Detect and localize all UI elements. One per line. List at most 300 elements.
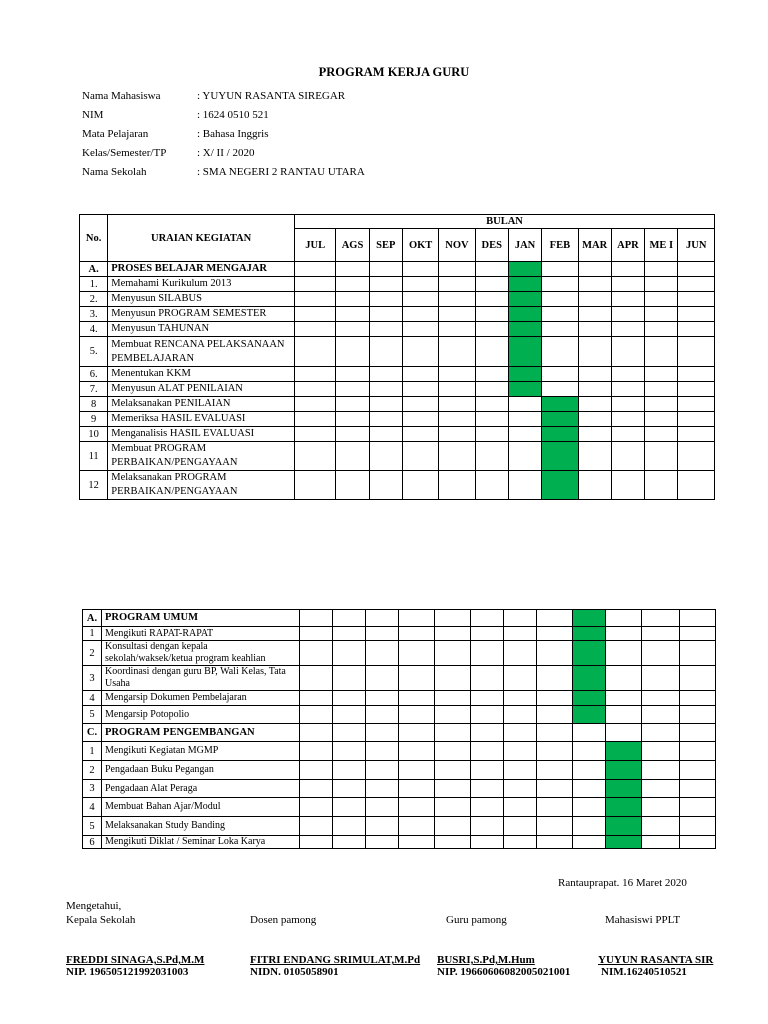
schedule-cell [294,367,335,382]
mengetahui-label: Mengetahui, [66,900,122,912]
table-row [83,627,716,641]
schedule-cell [300,761,333,780]
schedule-cell [439,471,475,500]
schedule-cell [435,724,471,742]
schedule-cell [402,277,438,292]
schedule-cell [537,641,573,666]
schedule-cell [366,641,399,666]
schedule-cell [678,412,715,427]
info-row [82,166,365,185]
schedule-cell [475,412,508,427]
schedule-cell [399,817,435,836]
schedule-cell-active [542,397,578,412]
table-row [83,817,716,836]
schedule-cell-active [606,742,642,761]
schedule-cell [475,382,508,397]
schedule-cell [369,471,402,500]
row-number: 2. [80,292,108,307]
schedule-cell-active [508,382,541,397]
schedule-cell-active [573,666,606,691]
table-row [83,798,716,817]
schedule-cell [294,397,335,412]
schedule-cell [537,761,573,780]
schedule-cell [435,742,471,761]
schedule-cell [366,817,399,836]
schedule-cell [642,817,680,836]
schedule-cell [678,292,715,307]
schedule-cell [642,641,680,666]
schedule-cell [504,641,537,666]
schedule-cell-active [542,442,578,471]
schedule-cell [537,742,573,761]
schedule-cell [680,691,716,706]
schedule-cell [642,706,680,724]
schedule-cell [606,627,642,641]
schedule-cell-active [508,292,541,307]
schedule-cell [606,706,642,724]
schedule-cell [611,412,644,427]
info-key: Nama Sekolah [82,166,147,178]
schedule-cell [611,292,644,307]
activity-label: Koordinasi dengan guru BP, Wali Kelas, Tata Usaha [102,666,300,691]
schedule-cell [294,292,335,307]
schedule-cell [504,666,537,691]
activity-label: Menentukan KKM [108,367,295,382]
schedule-cell [642,691,680,706]
row-number: 6. [80,367,108,382]
signature-id: NIDN. 0105058901 [250,966,339,978]
schedule-cell [369,262,402,277]
page-title: PROGRAM KERJA GURU [318,65,470,79]
activity-label: Pengadaan Alat Peraga [102,780,300,798]
schedule-cell [542,262,578,277]
schedule-cell [537,627,573,641]
schedule-cell [439,412,475,427]
schedule-cell [300,798,333,817]
schedule-cell [336,322,369,337]
info-value: : X/ II / 2020 [197,147,255,159]
schedule-cell [504,817,537,836]
schedule-cell-active [508,367,541,382]
schedule-cell [399,691,435,706]
schedule-cell [333,742,366,761]
schedule-cell [336,367,369,382]
schedule-cell [504,691,537,706]
schedule-cell [399,706,435,724]
schedule-cell [333,641,366,666]
activity-label: Mengikuti RAPAT-RAPAT [102,627,300,641]
schedule-cell [475,322,508,337]
row-number: 12 [80,471,108,500]
activity-label: Melaksanakan PENILAIAN [108,397,295,412]
activity-label: Membuat Bahan Ajar/Modul [102,798,300,817]
signature-role: Kepala Sekolah [66,914,136,926]
schedule-cell [471,742,504,761]
schedule-cell [611,262,644,277]
schedule-cell [508,412,541,427]
schedule-cell [573,780,606,798]
schedule-cell [336,307,369,322]
schedule-cell [435,706,471,724]
schedule-cell [294,277,335,292]
schedule-cell [573,724,606,742]
section-row [80,262,715,277]
activity-label: Menyusun PROGRAM SEMESTER [108,307,295,322]
schedule-cell-active [606,780,642,798]
activity-label: Membuat PROGRAM PERBAIKAN/PENGAYAAN [108,442,295,471]
row-number: 7. [80,382,108,397]
schedule-cell [300,817,333,836]
schedule-cell [573,742,606,761]
info-value: : YUYUN RASANTA SIREGAR [197,90,346,102]
schedule-cell [642,610,680,627]
schedule-cell [645,337,678,367]
schedule-cell [642,780,680,798]
schedule-cell [333,724,366,742]
schedule-cell [366,706,399,724]
signature-id: NIM.16240510521 [601,966,687,978]
schedule-cell [680,761,716,780]
schedule-cell [399,724,435,742]
schedule-cell [542,322,578,337]
info-key: Mata Pelajaran [82,128,149,140]
schedule-cell [537,836,573,849]
activity-label: Menyusun SILABUS [108,292,295,307]
schedule-cell [402,471,438,500]
schedule-cell [336,397,369,412]
schedule-cell [399,627,435,641]
schedule-cell [333,836,366,849]
schedule-cell [369,382,402,397]
schedule-cell [300,691,333,706]
schedule-cell [678,322,715,337]
schedule-cell [333,666,366,691]
schedule-cell [294,322,335,337]
table-row [80,442,715,471]
schedule-cell [678,307,715,322]
schedule-cell [369,427,402,442]
schedule-cell [573,817,606,836]
schedule-cell [369,277,402,292]
schedule-cell-active [573,691,606,706]
schedule-cell-active [542,427,578,442]
schedule-cell [366,780,399,798]
schedule-cell [475,471,508,500]
schedule-cell [578,442,611,471]
info-row [82,90,365,109]
schedule-cell-active [606,836,642,849]
schedule-cell [645,397,678,412]
schedule-cell [369,307,402,322]
schedule-cell [645,442,678,471]
month-header: APR [611,229,644,262]
info-key: NIM [82,109,104,121]
schedule-cell [402,382,438,397]
table-row [80,322,715,337]
schedule-cell [537,817,573,836]
signature-id: NIP. 196505121992031003 [66,966,189,978]
table-row [83,761,716,780]
schedule-cell [366,761,399,780]
schedule-cell [642,836,680,849]
schedule-cell [537,666,573,691]
schedule-cell [475,292,508,307]
schedule-cell [645,277,678,292]
signature-kepala-sekolah [66,914,204,978]
schedule-cell [504,724,537,742]
schedule-cell-active [508,337,541,367]
schedule-cell [578,262,611,277]
signature-role: Guru pamong [446,914,507,926]
schedule-cell [369,322,402,337]
schedule-cell [402,367,438,382]
schedule-cell [611,277,644,292]
col-uraian-header: URAIAN KEGIATAN [108,215,295,262]
schedule-cell [508,442,541,471]
schedule-cell [578,307,611,322]
row-number: A. [83,610,102,627]
schedule-cell [475,337,508,367]
schedule-cell [611,471,644,500]
schedule-cell [300,610,333,627]
schedule-cell [504,798,537,817]
schedule-cell [606,610,642,627]
row-number: 3 [83,666,102,691]
schedule-cell [678,427,715,442]
schedule-cell [336,427,369,442]
schedule-cell [471,836,504,849]
schedule-cell [366,724,399,742]
schedule-cell [645,382,678,397]
schedule-cell [542,277,578,292]
row-number: 9 [80,412,108,427]
schedule-cell [333,610,366,627]
row-number: 8 [80,397,108,412]
schedule-cell [680,780,716,798]
schedule-cell [578,427,611,442]
schedule-cell [680,610,716,627]
schedule-cell [300,780,333,798]
schedule-cell [366,691,399,706]
section-label: PROSES BELAJAR MENGAJAR [108,262,295,277]
schedule-cell [336,442,369,471]
schedule-cell [678,367,715,382]
schedule-cell [611,337,644,367]
schedule-cell [333,780,366,798]
schedule-cell [402,337,438,367]
signature-mahasiswi [598,914,713,978]
schedule-cell [300,724,333,742]
section-row [83,724,716,742]
schedule-cell [542,307,578,322]
table-row [83,836,716,849]
schedule-cell [369,412,402,427]
schedule-cell [606,691,642,706]
schedule-cell [678,442,715,471]
schedule-cell [645,471,678,500]
table-row [80,412,715,427]
schedule-cell [333,798,366,817]
schedule-cell-active [573,610,606,627]
schedule-cell [471,780,504,798]
schedule-cell [439,322,475,337]
schedule-cell [333,761,366,780]
row-number: 4 [83,798,102,817]
schedule-cell [578,367,611,382]
schedule-cell [471,761,504,780]
table-row [80,471,715,500]
month-header: MAR [578,229,611,262]
schedule-cell [336,471,369,500]
schedule-cell [606,641,642,666]
schedule-cell [508,427,541,442]
table-row [83,691,716,706]
signature-name: FITRI ENDANG SRIMULAT,M.Pd [250,954,421,966]
schedule-cell [399,761,435,780]
schedule-cell [336,337,369,367]
schedule-cell [435,627,471,641]
schedule-cell [611,382,644,397]
schedule-cell [504,627,537,641]
schedule-cell [439,367,475,382]
schedule-cell [642,761,680,780]
schedule-cell [606,666,642,691]
row-number: 4. [80,322,108,337]
activity-label: Menyusun ALAT PENILAIAN [108,382,295,397]
schedule-cell [642,798,680,817]
schedule-cell [578,337,611,367]
schedule-cell [399,610,435,627]
schedule-cell [680,836,716,849]
row-number: A. [80,262,108,277]
schedule-cell-active [508,322,541,337]
schedule-cell [680,627,716,641]
row-number: C. [83,724,102,742]
schedule-cell [606,724,642,742]
row-number: 1 [83,742,102,761]
schedule-cell [402,292,438,307]
row-number: 5. [80,337,108,367]
schedule-cell [294,442,335,471]
schedule-cell [300,627,333,641]
schedule-cell [611,322,644,337]
schedule-cell [294,307,335,322]
schedule-cell [475,427,508,442]
schedule-cell [399,666,435,691]
schedule-cell [471,706,504,724]
table-row [83,641,716,666]
table-row [80,427,715,442]
schedule-cell [504,706,537,724]
row-number: 3 [83,780,102,798]
schedule-cell [680,641,716,666]
activity-label: Pengadaan Buku Pegangan [102,761,300,780]
schedule-cell-active [606,817,642,836]
schedule-cell [435,666,471,691]
schedule-cell-active [573,706,606,724]
schedule-cell [542,382,578,397]
schedule-cell-active [606,761,642,780]
schedule-cell [435,836,471,849]
info-key: Kelas/Semester/TP [82,147,167,159]
schedule-cell [578,277,611,292]
schedule-cell [642,742,680,761]
signature-role: Dosen pamong [250,914,317,926]
schedule-cell [369,292,402,307]
row-number: 10 [80,427,108,442]
schedule-cell [680,724,716,742]
section-label: PROGRAM UMUM [102,610,300,627]
schedule-cell [537,691,573,706]
signature-role: Mahasiswi PPLT [605,914,681,926]
schedule-cell [366,610,399,627]
schedule-cell [645,367,678,382]
schedule-cell [300,666,333,691]
schedule-cell [611,442,644,471]
schedule-cell [537,780,573,798]
schedule-cell [366,836,399,849]
schedule-cell [402,397,438,412]
schedule-cell [678,277,715,292]
schedule-cell [680,706,716,724]
schedule-cell [504,761,537,780]
schedule-cell [435,610,471,627]
info-value: : SMA NEGERI 2 RANTAU UTARA [197,166,365,178]
info-row [82,109,365,128]
row-number: 6 [83,836,102,849]
place-date: Rantauprapat. 16 Maret 2020 [558,877,687,889]
schedule-cell [439,427,475,442]
table-row [80,382,715,397]
schedule-cell [300,742,333,761]
schedule-cell [504,836,537,849]
signature-name: BUSRI,S.Pd,M.Hum [437,954,535,966]
schedule-cell [504,742,537,761]
schedule-cell [399,798,435,817]
schedule-cell [645,262,678,277]
info-value: : Bahasa Inggris [197,128,269,140]
schedule-cell [475,397,508,412]
row-number: 3. [80,307,108,322]
schedule-cell [336,412,369,427]
schedule-cell [504,610,537,627]
schedule-cell [439,262,475,277]
month-header: ME I [645,229,678,262]
schedule-cell [336,277,369,292]
section-row [83,610,716,627]
table-row [80,292,715,307]
schedule-cell [294,262,335,277]
table-row [83,742,716,761]
schedule-cell [336,292,369,307]
schedule-cell [504,780,537,798]
month-header: JUN [678,229,715,262]
info-value: : 1624 0510 521 [197,109,269,121]
schedule-cell [366,742,399,761]
schedule-cell [678,262,715,277]
section-label: PROGRAM PENGEMBANGAN [102,724,300,742]
schedule-cell [402,262,438,277]
schedule-cell-active [573,641,606,666]
schedule-cell [366,798,399,817]
month-header: DES [475,229,508,262]
activity-label: Menganalisis HASIL EVALUASI [108,427,295,442]
schedule-cell [435,780,471,798]
col-bulan-header: BULAN [294,215,714,229]
schedule-cell-active [606,798,642,817]
activity-label: Mengikuti Diklat / Seminar Loka Karya [102,836,300,849]
schedule-cell [439,337,475,367]
